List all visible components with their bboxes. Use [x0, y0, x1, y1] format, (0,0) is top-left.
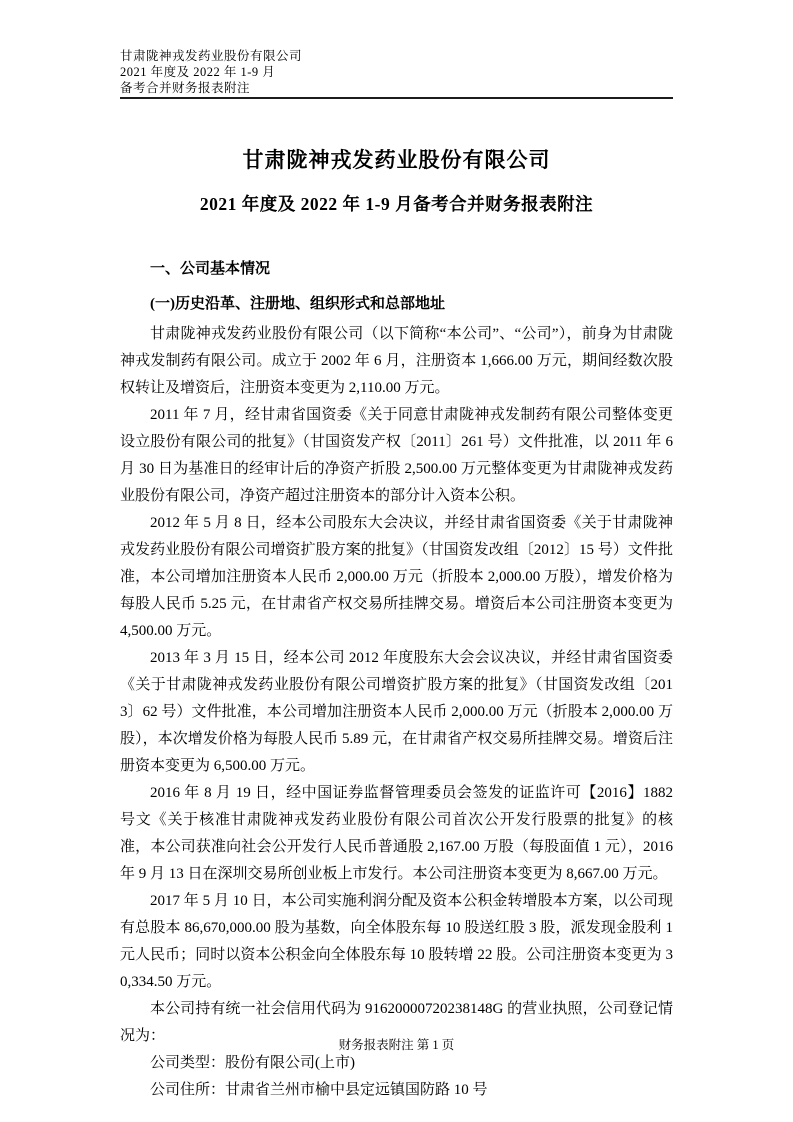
body-text-block [120, 321, 673, 1104]
paragraph-2011-restructuring: 2011 年 7 月，经甘肃省国资委《关于同意甘肃陇神戎发制药有限公司整体变更设立股份有限公司的批复》（甘国资发产权〔2011〕261 号）文件批准，以 2011 年 6 月 30 日为基准日的经审计后的净资产折股 2,500.00 万元整体变更为甘肃陇神戎发药业股份有限公司，净资产超过注册资本的部分计入资本公积。 [120, 407, 673, 504]
document-subtitle: 2021 年度及 2022 年 1-9 月备考合并财务报表附注 [199, 194, 594, 214]
line-company-type: 公司类型：股份有限公司(上市) [150, 1055, 355, 1071]
header-company-name: 甘肃陇神戎发药业股份有限公司 [120, 49, 303, 63]
page-footer: 财务报表附注 第 1 页 [338, 1038, 455, 1052]
document-title: 甘肃陇神戎发药业股份有限公司 [242, 148, 551, 172]
header-report-name: 备考合并财务报表附注 [120, 81, 251, 95]
paragraph-2013-capital-increase: 2013 年 3 月 15 日，经本公司 2012 年度股东大会会议决议，并经甘肃省国资委《关于甘肃陇神戎发药业股份有限公司增资扩股方案的批复》（甘国资发改组〔2013〕62 号）文件批准，本公司增加注册资本人民币 2,000.00 万元（折股本 2,000.00 万股），本次增发价格为每股人民币 5.89 元，在甘肃省产权交易所挂牌交易。增资后注册资本变更为 6,500.00 万元。 [120, 650, 673, 774]
paragraph-business-license: 本公司持有统一社会信用代码为 91620000720238148G 的营业执照，公司登记情况为： [120, 1001, 673, 1044]
header-report-period: 2021 年度及 2022 年 1-9 月 [120, 65, 276, 79]
paragraph-2016-ipo: 2016 年 8 月 19 日，经中国证券监督管理委员会签发的证监许可【2016】1882 号文《关于核准甘肃陇神戎发药业股份有限公司首次公开发行股票的批复》的核准，本公司获准向社会公开发行人民币普通股 2,167.00 万股（每股面值 1 元），2016 年 9 月 13 日在深圳交易所创业板上市发行。本公司注册资本变更为 8,667.00 万元。 [120, 785, 673, 882]
paragraph-founding-history: 甘肃陇神戎发药业股份有限公司（以下简称“本公司”、“公司”），前身为甘肃陇神戎发制药有限公司。成立于 2002 年 6 月，注册资本 1,666.00 万元，期间经数次股权转让及增资后，注册资本变更为 2,110.00 万元。 [120, 326, 673, 396]
header-divider [120, 97, 673, 99]
paragraph-2012-capital-increase: 2012 年 5 月 8 日，经本公司股东大会决议，并经甘肃省国资委《关于甘肃陇神戎发药业股份有限公司增资扩股方案的批复》（甘国资发改组〔2012〕15 号）文件批准，本公司增加注册资本人民币 2,000.00 万元（折股本 2,000.00 万股），增发价格为每股人民币 5.25 元，在甘肃省产权交易所挂牌交易。增资后本公司注册资本变更为 4,500.00 万元。 [120, 515, 673, 639]
paragraph-2017-profit-distribution: 2017 年 5 月 10 日，本公司实施利润分配及资本公积金转增股本方案，以公司现有总股本 86,670,000.00 股为基数，向全体股东每 10 股送红股 3 股，派发现金股利 1 元人民币；同时以资本公积金向全体股东每 10 股转增 22 股。公司注册资本变更为 30,334.50 万元。 [120, 893, 673, 990]
subsection-heading-history: (一)历史沿革、注册地、组织形式和总部地址 [150, 296, 445, 312]
page-header [120, 48, 673, 96]
line-company-address: 公司住所：甘肃省兰州市榆中县定远镇国防路 10 号 [150, 1082, 488, 1098]
section-heading-company-profile: 一、公司基本情况 [150, 261, 271, 277]
